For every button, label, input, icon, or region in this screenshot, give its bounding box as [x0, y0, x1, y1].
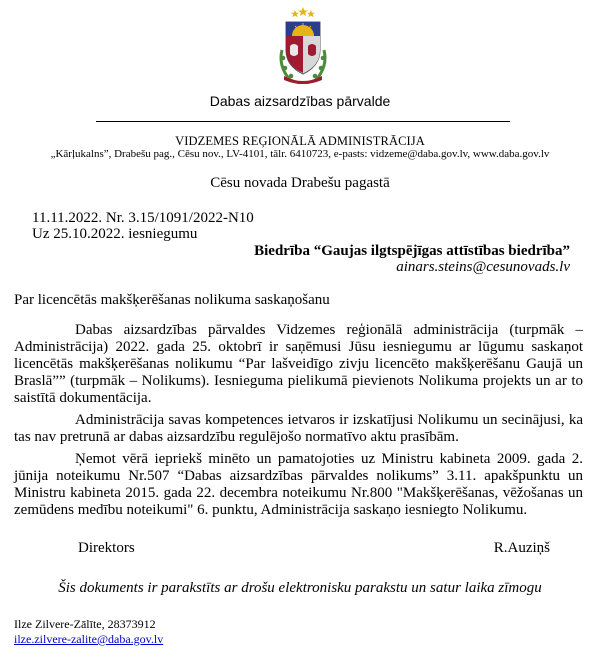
latvia-coat-of-arms-icon: [276, 6, 330, 86]
reply-reference: Uz 25.10.2022. iesniegumu: [32, 226, 198, 242]
addressee-email: ainars.steins@cesunovads.lv: [396, 259, 570, 275]
addressee-name: Biedrība “Gaujas ilgtspējīgas attīstības biedrība”: [254, 243, 570, 259]
body-paragraph: Administrācija savas kompetences ietvaros ir izskatījusi Nolikumu un secinājusi, ka tas nav pretrunā ar dabas aizsardzību regulējošo normatīvo aktu prasībām.: [14, 412, 583, 445]
issue-place: Cēsu novada Drabešu pagastā: [210, 175, 390, 191]
letter-subject: Par licencētās makšķerēšanas nolikuma saskaņošanu: [14, 292, 330, 308]
body-paragraph: Dabas aizsardzības pārvaldes Vidzemes reģionālā administrācija (turpmāk – Administrācija) 2022. gada 25. oktobrī ir saņēmusi Jūsu iesniegumu ar lūgumu saskaņot licencētās makšķerēšanas nolikumu “Par lašveidīgo zivju licencēto makšķerēšanu Gaujā un Braslā”” (turpmāk – Nolikums). Iesnieguma pielikumā pievienots Nolikuma projekts un ar to saistītā dokumentācija.: [14, 322, 583, 406]
contact-person: Ilze Zilvere-Zālīte, 28373912: [14, 617, 156, 631]
contact-email-link[interactable]: ilze.zilvere-zalite@daba.gov.lv: [14, 632, 164, 646]
letter-body: [14, 322, 583, 519]
agency-contact-line: „Kārļukalns”, Drabešu pag., Cēsu nov., LV-4101, tālr. 6410723, e-pasts: vidzeme@daba.gov.lv, www.daba.gov.lv: [50, 148, 550, 160]
body-paragraph: Ņemot vērā iepriekš minēto un pamatojoties uz Ministru kabineta 2009. gada 2. jūnija noteikumu Nr.507 “Dabas aizsardzības pārvaldes nolikums” 3.11. apakšpunktu un Ministru kabineta 2015. gada 22. decembra noteikumu Nr.800 "Makšķerēšanas, vēžošanas un zemūdens medību noteikumi" 6. punktu, Administrācija saskaņo iesniegto Nolikumu.: [14, 451, 583, 518]
signatory-name: R.Auziņš: [493, 540, 550, 556]
document-date-number: 11.11.2022. Nr. 3.15/1091/2022-N10: [32, 210, 254, 226]
agency-name: Dabas aizsardzības pārvalde: [209, 93, 391, 109]
signatory-title: Direktors: [78, 540, 135, 556]
header-divider: [96, 121, 510, 122]
electronic-signature-note: Šis dokuments ir parakstīts ar drošu elektronisku parakstu un satur laika zīmogu: [58, 580, 542, 596]
region-name: VIDZEMES REĢIONĀLĀ ADMINISTRĀCIJA: [175, 134, 425, 148]
